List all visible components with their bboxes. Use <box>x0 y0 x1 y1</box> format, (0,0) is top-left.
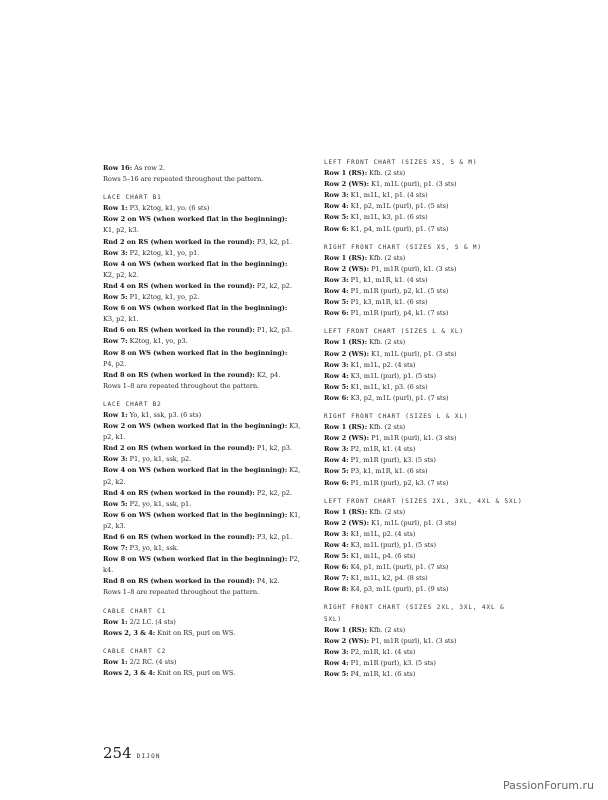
instruction-line <box>103 657 303 668</box>
row-instruction: K1, m1L, k1, p1. (4 sts) <box>348 191 428 200</box>
row-instruction: P1, m1R (purl), k1. (3 sts) <box>369 434 457 443</box>
row-instruction: As row 2. <box>132 164 166 172</box>
instruction-line <box>103 454 303 465</box>
instruction-line <box>103 521 303 532</box>
row-label: Row 2 (WS): <box>324 636 370 645</box>
row-instruction: P2, <box>287 555 300 564</box>
instruction-line <box>324 636 524 647</box>
instruction-line <box>324 212 524 223</box>
row-label: Row 4: <box>324 287 349 296</box>
instruction-line <box>324 584 524 595</box>
row-instruction: P1, m1R (purl), p2, k3. (7 sts) <box>348 478 449 487</box>
section-heading: RIGHT FRONT CHART (SIZES XS, S & M) <box>324 243 482 251</box>
row-instruction: P1, m1R (purl), k3. (5 sts) <box>348 456 436 465</box>
row-label: Row 1: <box>103 617 128 626</box>
row-instruction: P1, k2, p3. <box>254 444 292 453</box>
row-label: Row 8: <box>324 585 349 594</box>
row-instruction: K4, p1, m1L (purl), p1. (7 sts) <box>348 563 449 572</box>
row-label: Rows 2, 3 & 4: <box>103 628 156 637</box>
instruction-line <box>324 669 524 680</box>
instruction-line <box>324 540 524 551</box>
row-label: Rnd 6 on RS (when worked in the round): <box>103 533 255 541</box>
instruction-line <box>103 314 303 325</box>
row-label: Row 5: <box>324 382 349 391</box>
row-instruction: P1, m1R (purl), p4, k1. (7 sts) <box>348 309 449 318</box>
row-instruction: P1, k2, p3. <box>254 326 292 335</box>
row-instruction: K1, m1L, k1, p3. (6 sts) <box>348 382 428 391</box>
row-instruction: P3, k2tog, k1, yo. (6 sts) <box>127 204 210 213</box>
instruction-line <box>103 587 303 598</box>
row-label: Row 6 on WS (when worked flat in the beginning): <box>103 510 288 519</box>
row-instruction: P1, yo, k1, ssk, p2. <box>127 455 192 464</box>
row-label: Row 5: <box>324 213 349 222</box>
instruction-line <box>103 174 303 185</box>
row-label: Row 1 (RS): <box>324 338 368 347</box>
row-instruction: Kfb. (2 sts) <box>367 169 406 178</box>
instruction-line <box>103 370 303 381</box>
row-label: Row 1 (RS): <box>324 253 368 262</box>
instruction-line <box>324 393 524 404</box>
instruction-line <box>103 359 303 370</box>
row-label: Row 1 (RS): <box>324 423 368 432</box>
instruction-line <box>103 543 303 554</box>
instruction-line <box>324 371 524 382</box>
instruction-line <box>103 576 303 587</box>
row-instruction: P1, m1R (purl), k3. (5 sts) <box>348 658 436 667</box>
row-label: Row 3: <box>324 191 349 200</box>
row-instruction: K4, p3, m1L (purl), p1. (9 sts) <box>348 585 449 594</box>
instruction-line <box>103 214 303 225</box>
instruction-line <box>324 286 524 297</box>
row-label: Row 4 on WS (when worked flat in the beginning): <box>103 466 288 475</box>
row-label: Row 7: <box>103 337 128 346</box>
row-label: Row 5: <box>324 670 349 679</box>
instruction-line <box>103 532 303 543</box>
row-instruction: P2, m1R, k1. (4 sts) <box>348 445 416 454</box>
instruction-line <box>103 281 303 292</box>
row-label: Row 5: <box>103 293 128 302</box>
row-label: Row 1: <box>103 204 128 213</box>
row-label: Row 3: <box>103 248 128 257</box>
row-label: Row 4: <box>324 456 349 465</box>
row-instruction: K1, p2, k3. <box>103 226 139 235</box>
row-label: Row 2 (WS): <box>324 180 370 189</box>
instruction-line <box>324 433 524 444</box>
instruction-line <box>324 466 524 477</box>
row-label: Row 3: <box>324 360 349 369</box>
row-instruction: Yo, k1, ssk, p3. (6 sts) <box>127 410 202 419</box>
row-label: Row 2 (WS): <box>324 264 370 273</box>
row-instruction: K2, p2, k2. <box>103 270 139 279</box>
row-instruction: Kfb. (2 sts) <box>367 507 406 516</box>
row-instruction: P2, yo, k1, ssk, p1. <box>127 499 192 508</box>
instruction-line <box>103 628 303 639</box>
row-instruction: K1, m1L, k3, p1. (6 sts) <box>348 213 428 222</box>
row-label: Row 1: <box>103 410 128 419</box>
row-instruction: P1, m1R (purl), k1. (3 sts) <box>369 264 457 273</box>
row-label: Row 8 on WS (when worked flat in the beginning): <box>103 555 288 564</box>
instruction-line <box>324 179 524 190</box>
instruction-line <box>324 308 524 319</box>
row-instruction: K1, m1L, p2. (4 sts) <box>348 360 416 369</box>
row-instruction: P1, k2tog, k1, yo, p2. <box>127 293 200 302</box>
instruction-line <box>324 625 524 636</box>
row-instruction: P4, p2. <box>103 359 126 368</box>
row-instruction: K2tog, k1, yo, p3. <box>127 337 188 346</box>
instruction-line <box>324 529 524 540</box>
instruction-line <box>324 201 524 212</box>
row-label: Row 4: <box>324 202 349 211</box>
row-instruction: K3, <box>287 422 301 431</box>
instruction-line <box>103 348 303 359</box>
row-label: Row 6: <box>324 224 349 233</box>
instruction-line <box>103 410 303 421</box>
row-instruction: Knit on RS, purl on WS. <box>155 669 236 678</box>
row-instruction: P3, k2, p1. <box>254 237 292 246</box>
row-label: Rnd 4 on RS (when worked in the round): <box>103 281 255 290</box>
row-instruction: P4, m1R, k1. (6 sts) <box>348 670 416 679</box>
section-heading: LACE CHART B2 <box>103 400 162 408</box>
row-instruction: K1, m1L, k2, p4. (8 sts) <box>348 574 428 583</box>
section-heading: LEFT FRONT CHART (SIZES XS, S & M) <box>324 159 478 166</box>
row-instruction: K3, p2, m1L (purl), p1. (7 sts) <box>348 393 449 402</box>
row-label: Row 16: <box>103 164 133 172</box>
instruction-line <box>324 253 524 264</box>
row-label: Row 6 on WS (when worked flat in the beginning): <box>103 304 288 313</box>
row-instruction: P1, k1, m1R, k1. (4 sts) <box>348 275 428 284</box>
section-heading: RIGHT FRONT CHART (SIZES 2XL, 3XL, 4XL & 5XL) <box>324 604 505 623</box>
page-number: 254 <box>103 744 132 762</box>
instruction-line <box>103 325 303 336</box>
row-label: Rnd 8 on RS (when worked in the round): <box>103 370 255 379</box>
row-instruction: P1, m1R (purl), p2, k1. (5 sts) <box>348 287 449 296</box>
row-instruction: 2/2 LC. (4 sts) <box>127 617 176 626</box>
row-instruction: K2, p4. <box>254 370 281 379</box>
instruction-line <box>103 336 303 347</box>
instruction-line <box>324 551 524 562</box>
row-instruction: Kfb. (2 sts) <box>367 253 406 262</box>
row-label: Row 4: <box>324 541 349 549</box>
row-instruction: Kfb. (2 sts) <box>367 423 406 432</box>
row-instruction: Rows 1–8 are repeated throughout the pattern. <box>103 588 260 597</box>
row-label: Row 1: <box>103 657 128 666</box>
row-label: Row 3: <box>324 445 349 454</box>
instruction-line <box>324 444 524 455</box>
instruction-line <box>324 422 524 433</box>
section-heading: LEFT FRONT CHART (SIZES 2XL, 3XL, 4XL & 5XL) <box>324 497 523 505</box>
row-label: Rnd 8 on RS (when worked in the round): <box>103 577 255 586</box>
row-instruction: K1, m1L (purl), p1. (3 sts) <box>369 349 457 358</box>
instruction-line <box>103 163 303 174</box>
instruction-line <box>103 225 303 236</box>
instruction-line <box>103 465 303 476</box>
instruction-line <box>324 297 524 308</box>
instruction-line <box>324 507 524 518</box>
row-instruction: p2, k2. <box>103 477 126 486</box>
section-heading: LEFT FRONT CHART (SIZES L & XL) <box>324 328 464 336</box>
row-instruction: Knit on RS, purl on WS. <box>155 628 236 637</box>
instruction-line <box>103 259 303 270</box>
instruction-line <box>324 349 524 360</box>
row-instruction: Rows 5–16 are repeated throughout the pattern. <box>103 175 264 184</box>
row-instruction: K1, m1L (purl), p1. (3 sts) <box>369 180 457 189</box>
row-instruction: P4, k2. <box>254 577 280 586</box>
row-instruction: P2, k2, p2. <box>254 281 292 290</box>
row-label: Row 3: <box>324 275 349 284</box>
instruction-line <box>103 565 303 576</box>
row-label: Row 6: <box>324 309 349 318</box>
instruction-line <box>103 499 303 510</box>
row-instruction: 2/2 RC. (4 sts) <box>127 657 177 666</box>
row-instruction: k4. <box>103 566 114 575</box>
row-label: Rnd 2 on RS (when worked in the round): <box>103 237 255 246</box>
row-label: Row 8 on WS (when worked flat in the beginning): <box>103 348 288 357</box>
instruction-line <box>324 224 524 235</box>
row-instruction: K1, m1L, p4. (6 sts) <box>348 552 416 561</box>
row-instruction: Rows 1–8 are repeated throughout the pattern. <box>103 381 260 390</box>
row-instruction: K3, p2, k1. <box>103 315 139 324</box>
section-heading: RIGHT FRONT CHART (SIZES L & XL) <box>324 412 469 420</box>
row-label: Row 4: <box>324 658 349 667</box>
instruction-line <box>324 647 524 658</box>
running-head: DIJON <box>136 753 161 760</box>
instruction-line <box>324 478 524 489</box>
row-label: Row 1 (RS): <box>324 625 368 634</box>
row-label: Row 7: <box>324 574 349 583</box>
row-label: Row 2 (WS): <box>324 349 370 358</box>
row-instruction: Kfb. (2 sts) <box>367 338 406 347</box>
row-instruction: P1, k3, m1R, k1. (6 sts) <box>348 298 428 307</box>
row-label: Row 1 (RS): <box>324 507 368 516</box>
row-label: Row 6: <box>324 478 349 487</box>
row-instruction: K1, p2, m1L (purl), p1. (5 sts) <box>348 202 449 211</box>
instruction-line <box>324 518 524 529</box>
row-instruction: K1, m1L (purl), p1. (3 sts) <box>369 518 457 527</box>
row-label: Row 4 on WS (when worked flat in the beginning): <box>103 259 288 268</box>
instruction-line <box>324 275 524 286</box>
row-instruction: P2, m1R, k1. (4 sts) <box>348 647 416 656</box>
row-instruction: K2, <box>287 466 301 475</box>
instruction-line <box>103 617 303 628</box>
row-label: Row 2 (WS): <box>324 434 370 443</box>
instruction-line <box>103 443 303 454</box>
instruction-line <box>324 658 524 669</box>
instruction-line <box>324 337 524 348</box>
row-label: Row 4: <box>324 371 349 380</box>
row-label: Row 3: <box>103 455 128 464</box>
row-instruction: p2, k1. <box>103 433 126 442</box>
row-label: Row 5: <box>103 499 128 508</box>
instruction-line <box>324 190 524 201</box>
right-column <box>324 157 524 680</box>
row-label: Row 6: <box>324 393 349 402</box>
row-instruction: Kfb. (2 sts) <box>367 625 406 634</box>
instruction-line <box>324 382 524 393</box>
row-label: Row 2 on WS (when worked flat in the beginning): <box>103 215 288 224</box>
row-label: Row 5: <box>324 552 349 561</box>
section-heading: LACE CHART B1 <box>103 194 162 202</box>
instruction-line <box>103 248 303 259</box>
instruction-line <box>324 573 524 584</box>
instruction-line <box>103 303 303 314</box>
row-label: Row 5: <box>324 467 349 476</box>
instruction-line <box>103 292 303 303</box>
row-label: Rows 2, 3 & 4: <box>103 669 156 678</box>
row-instruction: P3, k1, m1R, k1. (6 sts) <box>348 467 428 476</box>
instruction-line <box>324 360 524 371</box>
instruction-line <box>103 668 303 679</box>
row-label: Rnd 6 on RS (when worked in the round): <box>103 326 255 335</box>
row-instruction: K3, m1L (purl), p1. (5 sts) <box>348 541 437 549</box>
instruction-line <box>103 270 303 281</box>
instruction-line <box>103 488 303 499</box>
instruction-line <box>324 168 524 179</box>
section-heading: CABLE CHART C1 <box>103 607 167 615</box>
left-column <box>103 157 303 679</box>
row-label: Rnd 4 on RS (when worked in the round): <box>103 488 255 497</box>
instruction-line <box>103 477 303 488</box>
row-label: Row 5: <box>324 298 349 307</box>
instruction-line <box>103 554 303 565</box>
row-instruction: p2, k3. <box>103 521 126 530</box>
instruction-line <box>103 203 303 214</box>
instruction-line <box>103 432 303 443</box>
row-label: Row 7: <box>103 544 128 553</box>
row-label: Row 1 (RS): <box>324 169 368 178</box>
row-label: Row 3: <box>324 529 349 538</box>
instruction-line <box>324 264 524 275</box>
instruction-line <box>103 510 303 521</box>
row-instruction: P1, m1R (purl), k1. (3 sts) <box>369 636 457 645</box>
row-label: Row 2 (WS): <box>324 518 370 527</box>
row-instruction: P3, k2, p1. <box>254 533 292 541</box>
instruction-line <box>324 455 524 466</box>
instruction-line <box>103 421 303 432</box>
row-label: Row 2 on WS (when worked flat in the beginning): <box>103 422 288 431</box>
page-footer <box>103 744 161 762</box>
instruction-line <box>103 237 303 248</box>
instruction-line <box>103 381 303 392</box>
row-instruction: P2, k2tog, k1, yo, p1. <box>127 248 200 257</box>
row-instruction: P3, yo, k1, ssk. <box>127 544 179 553</box>
row-instruction: K1, m1L, p2. (4 sts) <box>348 529 416 538</box>
row-instruction: K1, p4, m1L (purl), p1. (7 sts) <box>348 224 449 233</box>
row-label: Row 3: <box>324 647 349 656</box>
watermark: PassionForum.ru <box>503 779 594 792</box>
row-instruction: P2, k2, p2. <box>254 488 292 497</box>
instruction-line <box>324 562 524 573</box>
row-instruction: K1, <box>287 510 301 519</box>
row-label: Row 6: <box>324 563 349 572</box>
section-heading: CABLE CHART C2 <box>103 647 167 655</box>
row-label: Rnd 2 on RS (when worked in the round): <box>103 444 255 453</box>
row-instruction: K3, m1L (purl), p1. (5 sts) <box>348 371 437 380</box>
